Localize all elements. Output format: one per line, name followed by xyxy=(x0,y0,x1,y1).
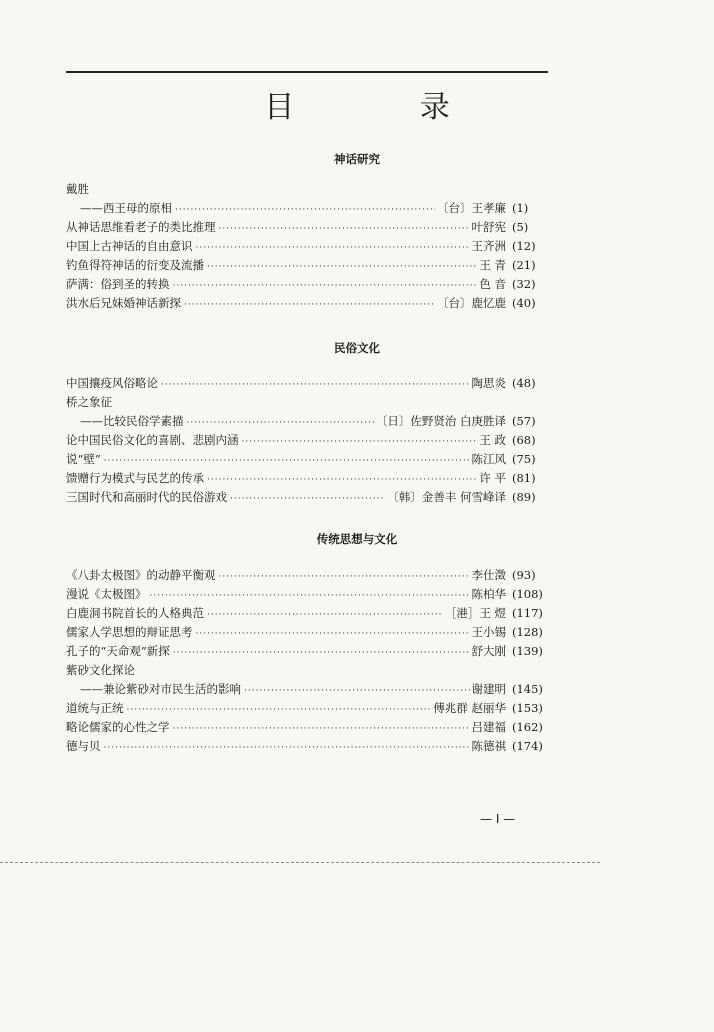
toc-entry-page: (68) xyxy=(512,433,536,447)
section-entries-thought xyxy=(66,566,546,756)
toc-entry-title: 中国上古神话的自由意识 xyxy=(66,239,193,253)
toc-entry[interactable] xyxy=(66,642,546,661)
leader-dots xyxy=(216,568,470,585)
toc-entry-title: 钓鱼得符神话的衍变及流播 xyxy=(66,258,204,272)
toc-entry-author: 李仕澂 xyxy=(471,568,506,582)
toc-entry-title: 萨满：俗到圣的转换 xyxy=(66,277,170,291)
toc-entry-page: (1) xyxy=(512,201,529,215)
toc-entry[interactable] xyxy=(66,180,546,199)
toc-entry-title: 道统与正统 xyxy=(66,701,124,715)
toc-entry[interactable] xyxy=(66,718,546,737)
toc-entry-page: (128) xyxy=(512,625,543,639)
toc-entry[interactable] xyxy=(66,604,546,623)
toc-entry[interactable] xyxy=(66,661,546,680)
leader-dots xyxy=(170,644,470,661)
toc-entry-page: (40) xyxy=(512,296,536,310)
toc-entry-page: (89) xyxy=(512,490,536,504)
toc-entry-author: 陈江风 xyxy=(471,452,506,466)
toc-entry-page: (12) xyxy=(512,239,536,253)
toc-entry-author: 〔韩〕金善丰 何雪峰译 xyxy=(387,490,506,504)
leader-dots xyxy=(204,606,443,623)
section-heading-folklore: 民俗文化 xyxy=(334,341,380,355)
toc-entry[interactable] xyxy=(66,450,546,469)
toc-entry-page: (48) xyxy=(512,376,536,390)
toc-entry-title: 德与贝 xyxy=(66,739,101,753)
toc-entry-title: 白鹿洞书院首长的人格典范 xyxy=(66,606,204,620)
toc-entry[interactable] xyxy=(66,680,546,699)
toc-entry-author: ［港］王 煜 xyxy=(444,606,506,620)
toc-entry[interactable] xyxy=(66,623,546,642)
toc-entry[interactable] xyxy=(66,218,546,237)
toc-entry-page: (139) xyxy=(512,644,543,658)
toc-entry-page: (81) xyxy=(512,471,536,485)
toc-entry-author: 叶舒宪 xyxy=(471,220,506,234)
leader-dots xyxy=(204,471,477,488)
toc-entry-title: ——兼论紫砂对市民生活的影响 xyxy=(80,682,241,696)
toc-entry-author: 许 平 xyxy=(479,471,506,485)
toc-entry-title: 漫说《太极图》 xyxy=(66,587,147,601)
toc-entry[interactable] xyxy=(66,469,546,488)
toc-entry-title: 从神话思维看老子的类比推理 xyxy=(66,220,216,234)
toc-entry[interactable] xyxy=(66,566,546,585)
toc-entry-author: 王齐洲 xyxy=(471,239,506,253)
toc-entry[interactable] xyxy=(66,294,546,313)
toc-entry-title: 儒家人学思想的辩证思考 xyxy=(66,625,193,639)
leader-dots xyxy=(216,220,470,237)
leader-dots xyxy=(170,277,478,294)
toc-entry-author: 〔台〕王孝廉 xyxy=(437,201,506,215)
toc-entry-author: 谢建明 xyxy=(471,682,506,696)
toc-entry-author: 王 青 xyxy=(479,258,506,272)
leader-dots xyxy=(193,625,470,642)
section-entries-myth xyxy=(66,180,546,313)
toc-entry-page: (145) xyxy=(512,682,543,696)
section-heading-myth: 神话研究 xyxy=(334,152,380,166)
toc-entry-title: ——比较民俗学素描 xyxy=(80,414,184,428)
bottom-rule xyxy=(0,862,600,863)
leader-dots xyxy=(101,452,470,469)
toc-entry-page: (174) xyxy=(512,739,543,753)
leader-dots xyxy=(170,720,470,737)
toc-entry[interactable] xyxy=(66,585,546,604)
leader-dots xyxy=(227,490,385,507)
toc-entry-title: 中国攘疫风俗略论 xyxy=(66,376,158,390)
leader-dots xyxy=(239,433,478,450)
leader-dots xyxy=(241,682,470,699)
toc-entry[interactable] xyxy=(66,237,546,256)
toc-entry[interactable] xyxy=(66,737,546,756)
leader-dots xyxy=(124,701,432,718)
toc-entry[interactable] xyxy=(66,488,546,507)
toc-entry-author: 〔台〕鹿忆鹿 xyxy=(437,296,506,310)
toc-entry-page: (5) xyxy=(512,220,529,234)
toc-entry-author: 傅兆群 赵丽华 xyxy=(433,701,506,715)
top-rule xyxy=(66,71,548,73)
toc-entry-author: 〔日〕佐野贤治 白庚胜译 xyxy=(375,414,506,428)
toc-entry-title: 三国时代和高丽时代的民俗游戏 xyxy=(66,490,227,504)
leader-dots xyxy=(101,739,470,756)
toc-entry-author: 陈德祺 xyxy=(471,739,506,753)
toc-entry-page: (32) xyxy=(512,277,536,291)
toc-entry-page: (162) xyxy=(512,720,543,734)
toc-entry-title: 洪水后兄妹婚神话新探 xyxy=(66,296,181,310)
leader-dots xyxy=(184,414,374,431)
toc-entry-title: 论中国民俗文化的喜剧、悲剧内涵 xyxy=(66,433,239,447)
toc-entry[interactable] xyxy=(66,374,546,393)
toc-entry-author: 王小锡 xyxy=(471,625,506,639)
page-title: 目 录 xyxy=(264,90,508,125)
toc-entry-page: (153) xyxy=(512,701,543,715)
toc-entry-page: (57) xyxy=(512,414,536,428)
toc-entry[interactable] xyxy=(66,275,546,294)
toc-entry-title: 桥之象征 xyxy=(66,395,112,409)
toc-entry-author: 色 音 xyxy=(479,277,506,291)
toc-entry-author: 舒大刚 xyxy=(471,644,506,658)
toc-entry-page: (93) xyxy=(512,568,536,582)
toc-entry-author: 吕建福 xyxy=(471,720,506,734)
toc-entry-page: (108) xyxy=(512,587,543,601)
toc-entry-title: 略论儒家的心性之学 xyxy=(66,720,170,734)
toc-entry[interactable] xyxy=(66,412,546,431)
toc-entry-title: 《八卦太极图》的动静平衡观 xyxy=(66,568,216,582)
toc-entry[interactable] xyxy=(66,431,546,450)
toc-entry[interactable] xyxy=(66,393,546,412)
toc-entry[interactable] xyxy=(66,699,546,718)
toc-entry-title: 紫砂文化探论 xyxy=(66,663,135,677)
leader-dots xyxy=(181,296,435,313)
leader-dots xyxy=(158,376,470,393)
toc-entry-author: 王 政 xyxy=(479,433,506,447)
leader-dots xyxy=(204,258,477,275)
toc-entry-page: (117) xyxy=(512,606,543,620)
toc-entry-author: 陶思炎 xyxy=(471,376,506,390)
toc-entry[interactable] xyxy=(66,256,546,275)
toc-entry-title: ——西王母的原相 xyxy=(80,201,172,215)
toc-entry-title: 孔子的“天命观”新探 xyxy=(66,644,170,658)
toc-entry-author: 陈柏华 xyxy=(471,587,506,601)
leader-dots xyxy=(193,239,470,256)
toc-entry-title: 说“壁” xyxy=(66,452,101,466)
page-number: — I — xyxy=(480,812,516,826)
leader-dots xyxy=(172,201,435,218)
leader-dots xyxy=(147,587,470,604)
toc-entry-title: 馈赠行为模式与民艺的传承 xyxy=(66,471,204,485)
section-heading-thought: 传统思想与文化 xyxy=(316,532,398,546)
toc-entry-title: 戴胜 xyxy=(66,182,89,196)
section-entries-folklore xyxy=(66,374,546,507)
toc-entry-page: (75) xyxy=(512,452,536,466)
toc-entry[interactable] xyxy=(66,199,546,218)
toc-entry-page: (21) xyxy=(512,258,536,272)
